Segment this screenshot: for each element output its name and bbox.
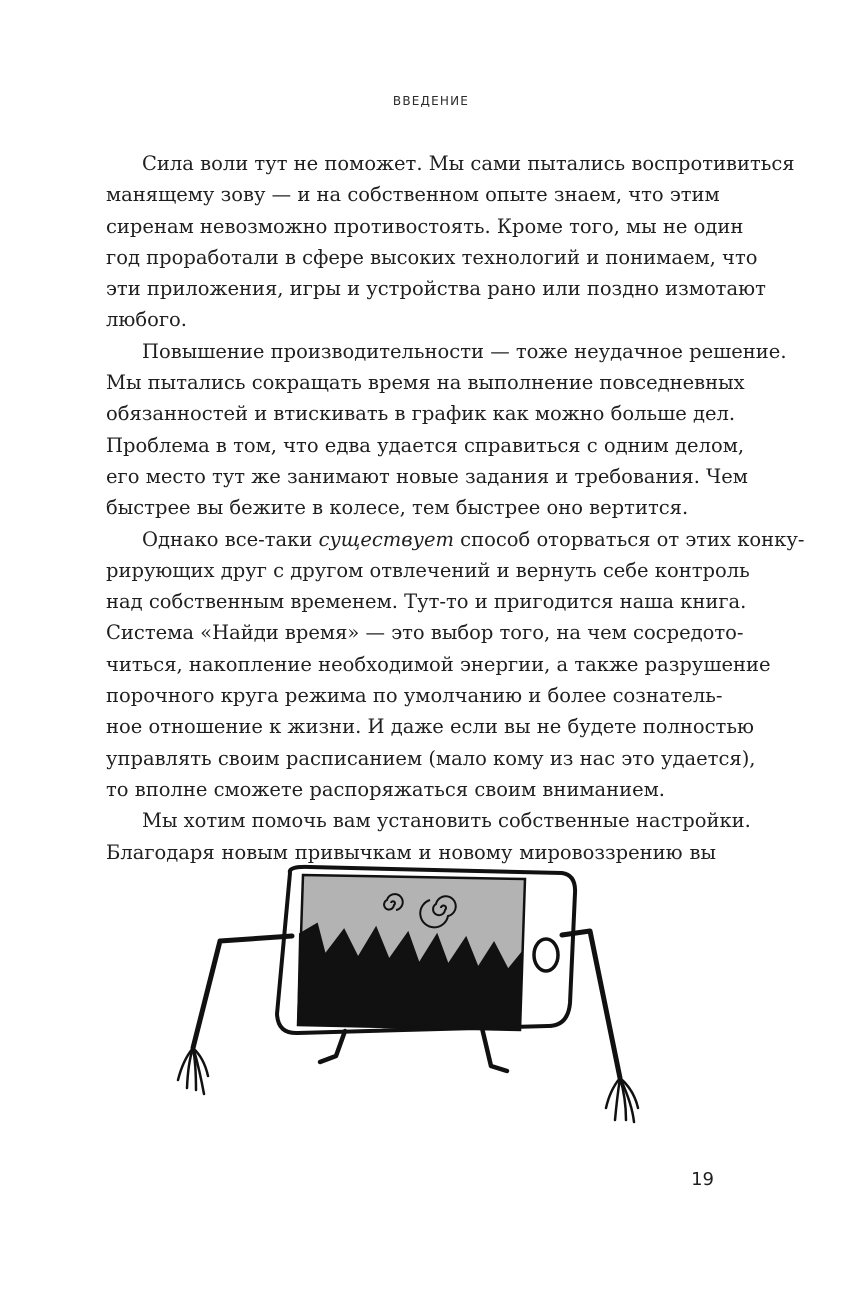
text-line: Проблема в том, что едва удается справиться с одним делом, [106,433,745,457]
body-text [106,148,805,868]
smartphone-monster-icon [160,858,670,1153]
text-line: любого. [106,308,187,332]
paragraph-make-time-system [106,524,805,806]
text-line: рирующих друг с другом отвлечений и вернуть себе контроль [106,558,750,582]
text-line: быстрее вы бежите в колесе, тем быстрее оно вертится. [106,496,689,520]
text-line: Повышение производительности — тоже неудачное решение. [142,339,787,363]
text-line: читься, накопление необходимой энергии, а также разрушение [106,652,771,676]
text-line: порочного круга режима по умолчанию и более сознатель- [106,684,723,708]
paragraph-willpower [106,148,795,336]
text-line: Мы хотим помочь вам установить собственные настройки. [142,809,751,833]
text-line [106,524,805,555]
text-line: сиренам невозможно противостоять. Кроме того, мы не один [106,214,744,238]
text-line: Благодаря новым привычкам и новому мировоззрению вы [106,840,716,864]
text-line: над собственным временем. Тут-то и пригодится наша книга. [106,590,747,614]
running-header: ВВЕДЕНИЕ [392,94,470,108]
text-fragment: способ оторваться от этих конку- [453,527,805,551]
page-number: 19 [691,1169,714,1190]
text-line: манящему зову — и на собственном опыте знаем, что этим [106,183,720,207]
paragraph-productivity [106,336,787,524]
text-line: его место тут же занимают новые задания и требования. Чем [106,464,748,488]
text-line: обязанностей и втискивать в график как можно больше дел. [106,402,736,426]
text-line: ное отношение к жизни. И даже если вы не будете полностью [106,715,754,739]
text-line: год проработали в сфере высоких технологий и понимаем, что [106,245,758,269]
text-line: Система «Найди время» — это выбор того, на чем сосредото- [106,621,744,645]
text-line: эти приложения, игры и устройства рано или поздно измотают [106,277,766,301]
emphasis-text: существует [318,527,454,551]
text-line: управлять своим расписанием (мало кому из нас это удается), [106,746,756,770]
text-line: Сила воли тут не поможет. Мы сами пытались воспротивиться [142,152,795,175]
text-fragment: Однако все-таки [142,527,319,551]
text-line: Мы пытались сокращать время на выполнение повседневных [106,371,745,395]
text-line: то вполне сможете распоряжаться своим вниманием. [106,777,666,801]
